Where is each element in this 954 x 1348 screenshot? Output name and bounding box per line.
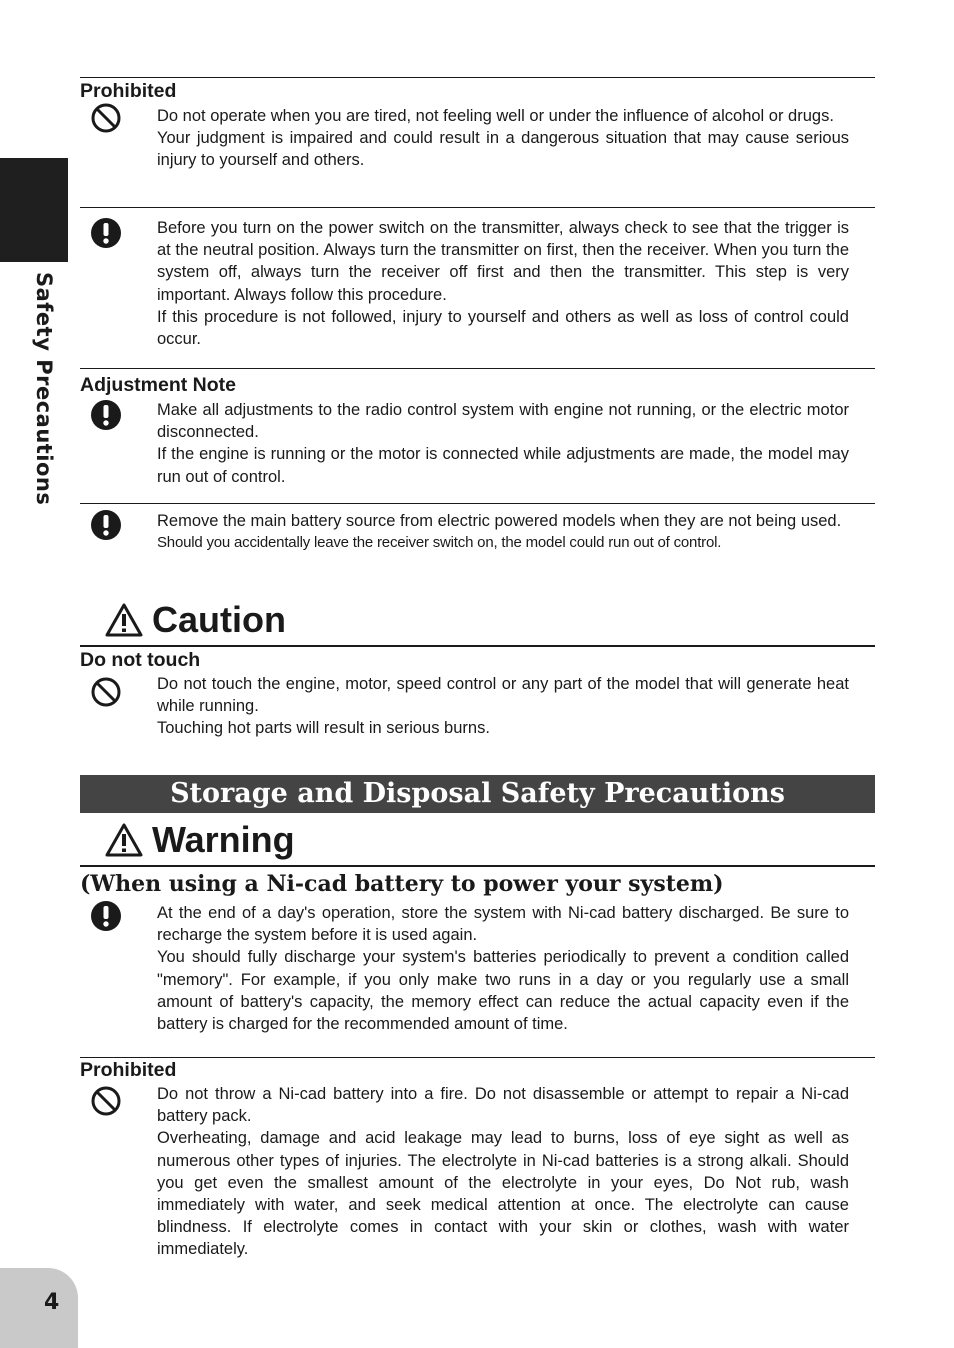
- mandatory-icon: [90, 900, 122, 932]
- block-text: [157, 1083, 849, 1261]
- divider: [80, 865, 875, 867]
- ni-cad-heading: (When using a Ni-cad battery to power your system): [80, 871, 724, 897]
- warning-triangle-icon: [104, 602, 144, 638]
- paragraph: If this procedure is not followed, injury to yourself and others as well as loss of control could occur.: [157, 307, 849, 349]
- warning-title: Warning: [152, 819, 295, 860]
- divider: [80, 503, 875, 504]
- block-text: [157, 510, 849, 554]
- paragraph: At the end of a day's operation, store the system with Ni-cad battery discharged. Be sure to recharge the system before it is used again.: [157, 904, 849, 945]
- block-text: [157, 105, 849, 172]
- block-text: [157, 399, 849, 488]
- prohibited-icon: [90, 676, 122, 708]
- paragraph: Do not touch the engine, motor, speed control or any part of the model that will generate heat while running.: [157, 675, 849, 716]
- warning-heading: [104, 820, 295, 860]
- block-label: Prohibited: [80, 80, 177, 102]
- block-text: [157, 902, 849, 1035]
- warning-triangle-icon: [104, 822, 144, 858]
- page-number-tab: [0, 1268, 78, 1348]
- block-label: Adjustment Note: [80, 374, 236, 396]
- divider: [80, 77, 875, 78]
- divider: [80, 368, 875, 369]
- divider: [80, 1057, 875, 1058]
- paragraph: You should fully discharge your system's batteries periodically to prevent a condition called "memory". For example, if you only make two runs in a day or you regularly use a small amount of battery's capacity, the memory effect can reduce the actual capacity even if the battery is charged for the recommended amount of time.: [157, 948, 849, 1034]
- page-number: 4: [44, 1290, 60, 1315]
- prohibited-icon: [90, 1085, 122, 1117]
- block-label: Prohibited: [80, 1059, 177, 1081]
- paragraph: Do not operate when you are tired, not feeling well or under the influence of alcohol or drugs.: [157, 107, 834, 125]
- mandatory-icon: [90, 399, 122, 431]
- paragraph: Your judgment is impaired and could result in a dangerous situation that may cause serious injury to yourself and others.: [157, 129, 849, 170]
- block-text: [157, 673, 849, 740]
- paragraph: Remove the main battery source from electric powered models when they are not being used.: [157, 512, 842, 530]
- divider: [80, 645, 875, 647]
- section-label: Safety Precautions: [32, 272, 56, 506]
- caution-heading: [104, 600, 286, 640]
- block-label: Do not touch: [80, 649, 201, 671]
- section-banner: Storage and Disposal Safety Precautions: [80, 775, 875, 813]
- prohibited-icon: [90, 102, 122, 134]
- paragraph: If the engine is running or the motor is connected while adjustments are made, the model may run out of control.: [157, 445, 849, 486]
- mandatory-icon: [90, 509, 122, 541]
- section-tab: [0, 158, 68, 262]
- paragraph: Make all adjustments to the radio control system with engine not running, or the electric motor disconnected.: [157, 401, 849, 442]
- caution-title: Caution: [152, 599, 286, 640]
- paragraph: Do not throw a Ni-cad battery into a fire. Do not disassemble or attempt to repair a Ni-cad battery pack.: [157, 1085, 849, 1126]
- paragraph: Overheating, damage and acid leakage may lead to burns, loss of eye sight as well as numerous other types of injuries. The electrolyte in Ni-cad batteries is a strong alkali. Should you get even the smallest amount of the electrolyte in your eyes, Do Not rub, wash immediately with water, and seek medical attention at once. The electrolyte can cause blindness. If electrolyte comes in contact with your skin or clothes, wash with water immediately.: [157, 1129, 849, 1259]
- divider: [80, 207, 875, 208]
- paragraph: Should you accidentally leave the receiver switch on, the model could run out of control.: [157, 534, 722, 552]
- mandatory-icon: [90, 217, 122, 249]
- block-text: [157, 217, 849, 350]
- paragraph: Touching hot parts will result in serious burns.: [157, 719, 490, 738]
- paragraph: Before you turn on the power switch on the transmitter, always check to see that the trigger is at the neutral position. Always turn the transmitter on first, then the receiver. When you turn the system off, always turn the receiver off first and then the transmitter. This step is very important. Always follow this procedure.: [157, 219, 849, 304]
